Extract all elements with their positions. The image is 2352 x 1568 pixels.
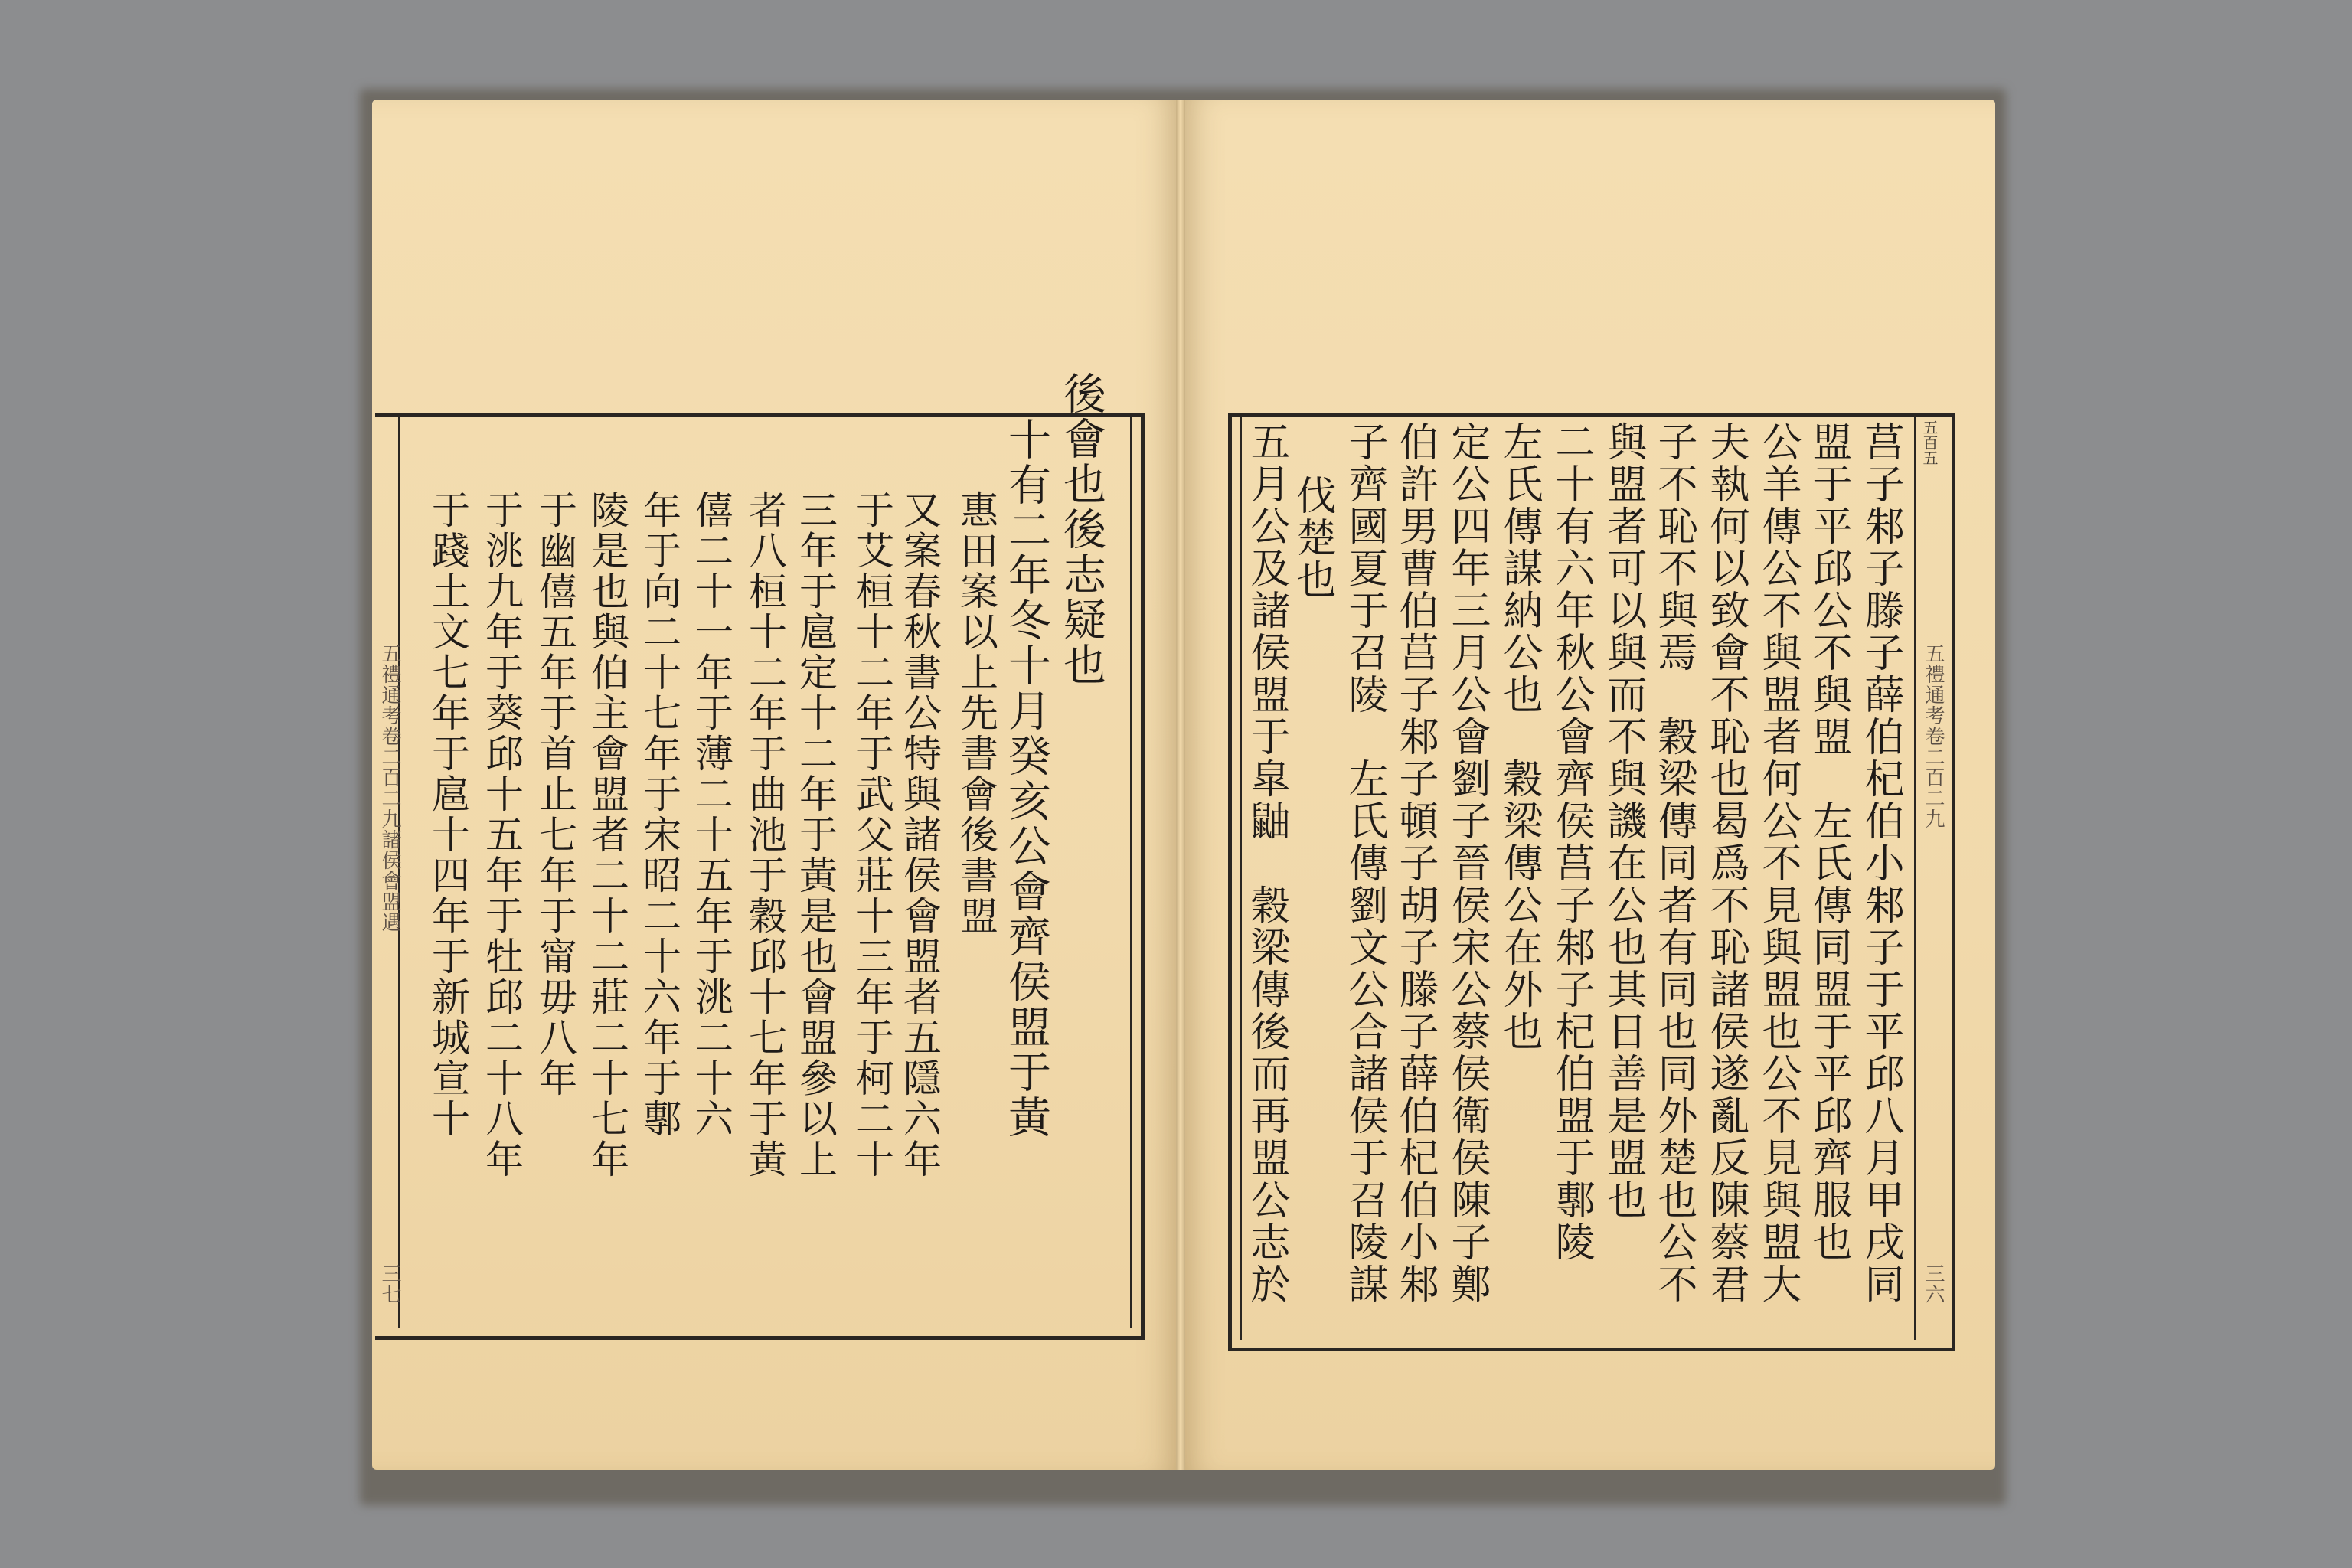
left-col-3: 惠田案以上先書會後書盟 <box>954 490 998 936</box>
left-col-9: 年于向二十七年于宋昭二十六年于鄟 <box>637 490 681 1139</box>
right-margin-title: 五禮通考卷二百二九 <box>1922 643 1945 829</box>
left-col-13: 于踐土文七年于扈十四年于新城宣十 <box>426 490 470 1139</box>
left-col-7: 者八桓十二年于曲池于穀邱十七年于黃 <box>743 490 787 1180</box>
left-col-11: 于幽僖五年于首止七年于甯毋八年 <box>533 490 577 1099</box>
right-col-4: 夫執何以致會不恥也曷爲不恥諸侯遂亂反陳蔡君 <box>1703 421 1749 1305</box>
left-margin-title: 五禮通考卷二百二九諸侯會盟遇 <box>378 643 401 933</box>
right-margin-page-number: 三六 <box>1922 1263 1945 1305</box>
right-col-9: 定公四年三月公會劉子晉侯宋公蔡侯衛侯陳子鄭 <box>1444 421 1490 1305</box>
left-col-5: 于艾桓十二年于武父莊十三年于柯二十 <box>850 490 894 1180</box>
right-col-7: 二十有六年秋公會齊侯莒子邾子杞伯盟于鄟陵 <box>1548 421 1594 1263</box>
book-gutter <box>1176 100 1185 1470</box>
right-col-5: 子不恥不與焉 穀梁傳同者有同也同外楚也公不 <box>1651 421 1697 1305</box>
left-margin-page-number: 三七 <box>378 1263 401 1305</box>
left-inner-rule <box>1130 417 1132 1328</box>
right-col-2: 盟于平邱公不與盟 左氏傳同盟于平邱齊服也 <box>1805 421 1851 1263</box>
right-col-11: 子齊國夏于召陵 左氏傳劉文公合諸侯于召陵謀 <box>1341 421 1387 1305</box>
left-col-6: 三年于扈定十二年于黃是也會盟參以上 <box>793 490 838 1180</box>
left-col-4: 又案春秋書公特與諸侯會盟者五隱六年 <box>897 490 942 1180</box>
right-col-13: 五月公及諸侯盟于皐鼬 穀梁傳後而再盟公志於 <box>1243 421 1289 1305</box>
right-col-3: 公羊傳公不與盟者何公不見與盟也公不見與盟大 <box>1755 421 1801 1305</box>
left-col-2: 十有二年冬十月癸亥公會齊侯盟于黃 <box>1001 417 1051 1140</box>
left-col-12: 于洮九年于葵邱十五年于牡邱二十八年 <box>479 490 524 1180</box>
right-margin-rule <box>1914 417 1916 1340</box>
right-col-8: 左氏傳謀納公也 穀梁傳公在外也 <box>1496 421 1542 1053</box>
right-col-1: 莒子邾子滕子薛伯杞伯小邾子于平邱八月甲戌同 <box>1857 421 1903 1305</box>
left-col-8: 僖二十一年于薄二十五年于洮二十六 <box>689 490 733 1139</box>
right-inner-rule <box>1240 417 1242 1340</box>
right-col-12: 伐楚也 <box>1289 475 1335 601</box>
left-col-10: 陵是也與伯主會盟者二十二莊二十七年 <box>585 490 629 1180</box>
left-col-1: 後會也後志疑也 <box>1057 371 1106 688</box>
right-col-10: 伯許男曹伯莒子邾子頓子胡子滕子薛伯杞伯小邾 <box>1392 421 1438 1305</box>
right-top-note: 五百五 <box>1920 420 1939 466</box>
right-col-6: 與盟者可以與而不與譏在公也其日善是盟也 <box>1600 421 1646 1221</box>
